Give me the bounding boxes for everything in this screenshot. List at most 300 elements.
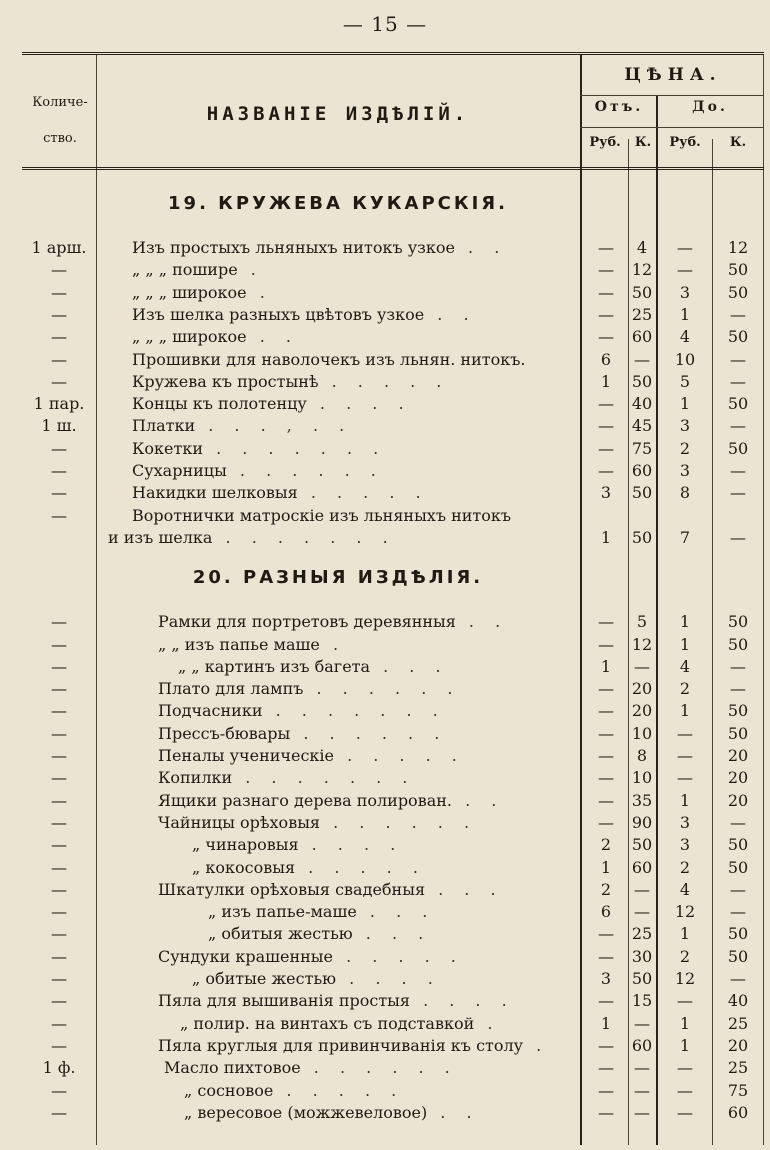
price-to-kop: 50 [727,701,749,721]
price-to-kop: 50 [727,723,749,743]
quantity-cell: — [51,969,67,988]
item-name-cell [132,371,572,393]
price-to-rub: 2 [679,946,691,966]
quantity-cell: — [51,461,67,480]
price-from-kop: 50 [631,282,653,302]
quantity-cell: — [51,282,67,302]
leader-dots: . . . , . . [195,416,353,436]
leader-dots: . . . . [298,835,404,855]
price-from-rub: — [598,679,614,699]
item-name: Концы къ полотенцу [132,394,307,414]
quantity-cell: — [51,1013,67,1033]
price-from-kop: 60 [631,1035,653,1055]
header-rub-to: Руб. [669,135,701,150]
price-to-rub: 3 [679,461,691,480]
item-name-cell [132,282,572,304]
price-to-rub: 8 [679,483,691,503]
price-from-kop: — [634,902,650,922]
item-name-cell [192,968,632,990]
item-name: Прессъ-бювары [158,723,291,743]
price-from-rub: 2 [600,879,612,899]
table-row [22,634,764,656]
price-to-kop: 20 [727,1035,749,1055]
price-to-rub: — [677,238,693,257]
price-from-rub: — [598,282,614,302]
price-to-kop: 25 [727,1013,749,1033]
price-to-kop: — [730,461,746,480]
item-name-cell [132,349,572,371]
item-name: Пяла для вышиванія простыя [158,991,410,1011]
item-name-cell [132,326,572,348]
quantity-cell: — [51,857,67,877]
price-from-kop: 12 [631,634,653,654]
leader-dots: . [319,634,347,654]
item-name: Кружева къ простынѣ [132,371,319,391]
price-from-kop: 15 [631,991,653,1011]
leader-dots: . . . . . . . [212,527,396,547]
table-row [22,812,764,834]
price-to-kop: 50 [727,946,749,966]
item-name-cell [132,460,572,482]
table-row [22,790,764,812]
price-to-rub: 1 [679,924,691,944]
leader-dots: . . . [425,879,504,899]
price-from-kop: 60 [631,327,653,347]
item-name-cell [184,1080,624,1102]
item-name-cell [208,901,648,923]
item-name-cell [158,634,598,656]
item-name-cell [158,879,598,901]
quantity-cell: — [51,991,67,1011]
item-name-cell [132,304,572,326]
price-from-rub: 1 [600,371,612,391]
table-row [22,304,764,326]
item-name: „ вересовое (можжевеловое) [184,1102,428,1122]
price-to-kop: 12 [727,238,749,257]
item-name-cell [132,393,572,415]
table-row [22,700,764,722]
price-to-rub: — [677,991,693,1011]
price-from-kop: 20 [631,679,653,699]
item-name: Кокетки [132,438,203,458]
leader-dots: . . . [356,902,436,922]
quantity-cell: — [51,701,67,721]
leader-dots: . . [454,238,508,257]
table-row [22,460,764,482]
item-name: Масло пихтовое [164,1058,301,1078]
table-row [22,678,764,700]
table-row [22,371,764,393]
price-to-kop: — [730,969,746,988]
table-row [22,326,764,348]
price-from-rub: 1 [600,527,612,547]
table-row [22,282,764,304]
price-from-rub: — [598,701,614,721]
price-from-kop: 20 [631,701,653,721]
quantity-cell: — [51,879,67,899]
table-row [22,438,764,460]
price-to-rub: 1 [679,304,691,324]
table-row [22,879,764,901]
header-price-to: До. [692,99,728,115]
item-name-cell [180,1013,620,1035]
price-to-kop: 20 [727,768,749,788]
item-name: „ сосновое [184,1080,274,1100]
item-name: Сухарницы [132,461,227,480]
item-name-cell [164,1057,604,1079]
price-to-kop: — [730,349,746,369]
price-from-rub: — [598,991,614,1011]
quantity-cell: — [51,371,67,391]
price-from-kop: 4 [636,238,648,257]
price-from-rub: — [598,946,614,966]
item-name-cell [158,611,598,633]
table-row [22,611,764,633]
quantity-cell: — [51,835,67,855]
price-table [22,52,764,1145]
price-to-rub: 1 [679,701,691,721]
item-name-cell [192,857,632,879]
price-from-rub: — [598,1102,614,1122]
price-to-kop: 25 [727,1058,749,1078]
header-item-name: НАЗВАНІЕ ИЗДѢЛІЙ. [206,103,470,125]
item-name-cell [158,790,598,812]
price-from-kop: 25 [631,304,653,324]
table-row [22,745,764,767]
table-row [22,1035,764,1057]
table-row [22,1080,764,1102]
price-from-rub: — [598,812,614,832]
price-from-rub: — [598,438,614,458]
price-to-kop: 50 [727,612,749,632]
price-from-kop: — [634,1102,650,1122]
item-name: и изъ шелка [108,527,213,547]
price-to-rub: 1 [679,634,691,654]
price-to-kop: — [730,304,746,324]
item-name: Рамки для портретовъ деревянныя [158,612,456,632]
item-name: Сундуки крашенные [158,946,333,966]
price-to-rub: 2 [679,438,691,458]
header-quantity: Количе- ство. [32,95,88,146]
price-from-rub: 6 [600,349,612,369]
price-from-rub: — [598,327,614,347]
page-number: — 15 — [342,12,428,36]
table-row [22,415,764,437]
price-from-rub: — [598,394,614,414]
item-name-cell [158,700,598,722]
price-to-rub: 4 [679,327,691,347]
leader-dots: . . [455,612,509,632]
table-row [22,968,764,990]
price-from-kop: 50 [631,483,653,503]
price-to-kop: 20 [727,746,749,765]
table-row [22,723,764,745]
table-row [22,505,764,527]
price-from-kop: 50 [631,527,653,547]
leader-dots: . . . . . . . [203,438,387,458]
price-to-rub: 1 [679,1013,691,1033]
price-from-kop: 60 [631,857,653,877]
table-row [22,482,764,504]
item-name-cell [158,723,598,745]
item-name-cell [132,415,572,437]
price-from-kop: 50 [631,969,653,988]
quantity-cell: — [51,924,67,944]
table-row [22,901,764,923]
price-from-rub: — [598,416,614,436]
quantity-cell: — [51,1035,67,1055]
leader-dots: . . [424,304,477,324]
price-to-kop: 60 [727,1102,749,1122]
price-to-rub: 4 [679,656,691,676]
quantity-cell: — [51,946,67,966]
item-name: Накидки шелковыя [132,483,298,503]
header-price: ЦѢНА. [624,65,722,85]
item-name: „ кокосовыя [192,857,296,877]
header-rub-from: Руб. [589,135,621,150]
header-rule [580,95,764,96]
quantity-cell: 1 пар. [33,394,85,414]
price-from-kop: 35 [631,790,653,810]
table-row [22,393,764,415]
item-name: Платки [132,416,196,436]
leader-dots: . . . [370,656,449,676]
price-to-rub: — [677,723,693,743]
table-row [22,1057,764,1079]
item-name: Шкатулки орѣховыя свадебныя [158,879,426,899]
price-from-rub: 2 [600,835,612,855]
price-from-kop: 12 [631,260,653,280]
leader-dots: . . . . . [334,746,465,765]
price-to-kop: — [730,527,746,547]
header-price-from: Отъ. [594,99,644,115]
quantity-cell: — [51,723,67,743]
quantity-cell: — [51,746,67,765]
price-from-kop: — [634,1080,650,1100]
item-name-cell [184,1102,624,1124]
quantity-cell: — [51,679,67,699]
price-to-kop: — [730,416,746,436]
quantity-cell: — [51,260,67,280]
item-name: Чайницы орѣховыя [158,812,321,832]
quantity-cell: — [51,612,67,632]
table-row [22,990,764,1012]
quantity-cell: — [51,1080,67,1100]
item-name-cell [158,678,598,700]
item-name-cell [132,505,572,527]
quantity-cell: — [51,505,67,525]
item-name: „ „ „ широкое [132,327,247,347]
price-to-rub: 4 [679,879,691,899]
quantity-cell: 1 ш. [41,416,77,436]
table-row [22,656,764,678]
price-to-kop: 50 [727,634,749,654]
item-name-cell [158,990,598,1012]
price-from-kop: 5 [636,612,648,632]
table-row [22,259,764,281]
leader-dots: . . . . . . . [262,701,446,721]
price-to-rub: — [677,1058,693,1078]
table-row [22,349,764,371]
leader-dots: . . . . [336,969,441,988]
price-to-kop: — [730,812,746,832]
item-name: „ „ „ широкое [132,282,247,302]
item-name-cell [158,812,598,834]
item-name-cell [132,482,572,504]
price-from-rub: — [598,1035,614,1055]
price-to-kop: 50 [727,327,749,347]
table-row [22,834,764,856]
item-name-cell [132,259,572,281]
leader-dots: . [237,260,264,280]
price-to-rub: 5 [679,371,691,391]
price-to-rub: 3 [679,282,691,302]
item-name: Пяла круглыя для привинчиванія къ столу [158,1035,524,1055]
table-row [22,237,764,259]
price-to-kop: 50 [727,394,749,414]
table-row [22,767,764,789]
item-name: Копилки [158,768,233,788]
price-from-kop: 25 [631,924,653,944]
table-row [22,1102,764,1124]
price-to-rub: 3 [679,835,691,855]
header-kop-to: К. [729,135,747,150]
price-from-kop: 30 [631,946,653,966]
price-from-rub: — [598,260,614,280]
quantity-cell: — [51,790,67,810]
price-to-rub: 3 [679,812,691,832]
price-to-kop: 20 [727,790,749,810]
price-to-rub: 12 [674,902,696,922]
header-divider [22,167,764,170]
price-from-rub: — [598,612,614,632]
price-from-kop: 90 [631,812,653,832]
item-name-cell [132,237,572,259]
table-row [22,923,764,945]
price-to-rub: — [677,768,693,788]
item-name: Плато для лампъ [158,679,304,699]
price-from-kop: — [634,879,650,899]
price-from-kop: 50 [631,835,653,855]
price-to-rub: 7 [679,527,691,547]
price-from-kop: 45 [631,416,653,436]
section-title: 19. КРУЖЕВА КУКАРСКІЯ. [168,193,508,214]
price-from-rub: — [598,746,614,765]
quantity-cell: — [51,812,67,832]
price-from-kop: — [634,349,650,369]
price-to-rub: — [677,1102,693,1122]
price-from-rub: 1 [600,656,612,676]
price-from-kop: 10 [631,768,653,788]
section-title: 20. РАЗНЫЯ ИЗДѢЛІЯ. [192,567,484,589]
table-row [22,946,764,968]
price-to-rub: 3 [679,416,691,436]
price-to-rub: 10 [674,349,696,369]
item-name: Ящики разнаго дерева полирован. [158,790,452,810]
price-to-kop: — [730,879,746,899]
price-from-rub: — [598,768,614,788]
price-to-kop: 50 [727,924,749,944]
leader-dots: . . . . . [318,371,450,391]
price-to-kop: — [730,483,746,503]
quantity-cell: — [51,349,67,369]
item-name: Прошивки для наволочекъ изъ льнян. нитокъ. [132,349,526,369]
item-name-cell [158,1035,598,1057]
price-to-kop: 40 [727,991,749,1011]
leader-dots: . . . . . . . [232,768,416,788]
price-to-kop: 50 [727,438,749,458]
price-from-kop: 40 [631,394,653,414]
leader-dots: . . [427,1102,480,1122]
quantity-cell: — [51,483,67,503]
price-from-rub: — [598,723,614,743]
price-to-kop: 50 [727,857,749,877]
price-from-rub: 3 [600,483,612,503]
item-name: Пеналы ученическіе [158,746,334,765]
item-name: „ обитые жестью [192,969,337,988]
leader-dots: . [523,1035,550,1055]
price-to-kop: — [730,371,746,391]
item-name-cell [132,438,572,460]
price-from-kop: — [634,1013,650,1033]
quantity-cell: — [51,327,67,347]
price-to-rub: 1 [679,612,691,632]
price-from-kop: — [634,1058,650,1078]
price-to-rub: 1 [679,790,691,810]
header-rule [580,127,764,128]
price-to-kop: 50 [727,835,749,855]
price-from-rub: — [598,634,614,654]
price-from-rub: 3 [600,969,612,988]
leader-dots: . . . . . [273,1080,405,1100]
price-to-rub: 1 [679,394,691,414]
item-name: Подчасники [158,701,263,721]
table-row [22,1013,764,1035]
table-row [22,857,764,879]
price-from-rub: — [598,461,614,480]
price-to-kop: 75 [727,1080,749,1100]
leader-dots: . . . . . . [320,812,478,832]
leader-dots: . . . . . . [290,723,448,743]
leader-dots: . . . . [410,991,515,1011]
quantity-cell: — [51,438,67,458]
leader-dots: . . . . . . [300,1058,458,1078]
item-name-cell [158,946,598,968]
leader-dots: . . . . . [333,946,464,966]
leader-dots: . [246,282,273,302]
leader-dots: . . . [352,924,432,944]
price-to-kop: 50 [727,260,749,280]
item-name: „ „ изъ папье маше [158,634,320,654]
price-to-rub: 2 [679,857,691,877]
item-name: „ полир. на винтахъ съ подставкой [180,1013,475,1033]
item-name: „ „ „ пошире [132,260,238,280]
price-to-kop: — [730,679,746,699]
price-from-kop: 60 [631,461,653,480]
item-name: „ обитыя жестью [208,924,353,944]
leader-dots: . . . . . [297,483,429,503]
price-from-rub: 1 [600,1013,612,1033]
price-from-kop: 10 [631,723,653,743]
leader-dots: . . . . . . [303,679,461,699]
leader-dots: . [474,1013,501,1033]
item-name: Воротнички матроскіе изъ льняныхъ нитокъ [132,505,512,525]
quantity-cell: — [51,634,67,654]
item-name-cell [158,767,598,789]
item-name-cell [192,834,632,856]
header-kop-from: К. [634,135,652,150]
item-name-cell [178,656,618,678]
